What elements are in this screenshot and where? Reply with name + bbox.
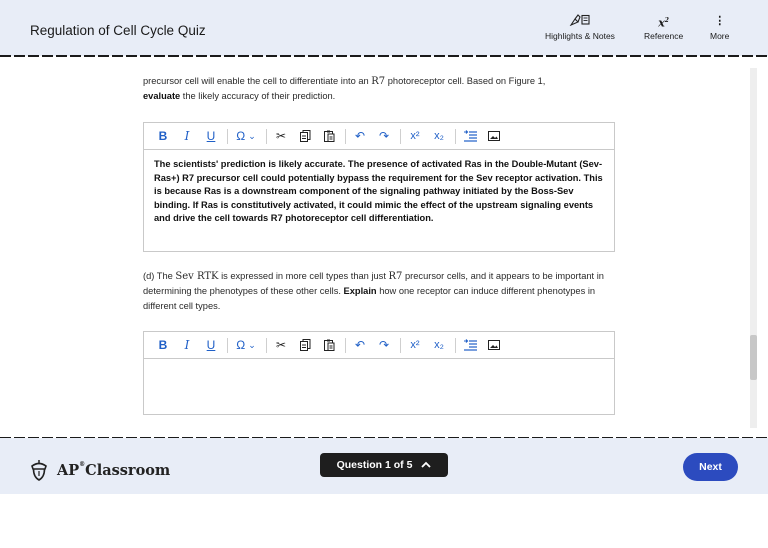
keyword-explain: Explain [343,286,377,296]
paste-button[interactable] [318,335,340,355]
indent-button[interactable] [459,126,481,146]
toolbar-separator [227,129,228,144]
redo-button[interactable] [373,126,395,146]
image-icon [488,131,500,141]
toolbar-separator [345,129,346,144]
next-button[interactable]: Next [683,453,738,481]
scissors-icon: ✂ [275,338,287,352]
toolbar-separator [266,338,267,353]
reference-button[interactable] [644,14,683,41]
bottom-bar [0,438,768,494]
acorn-icon [30,459,48,481]
highlights-notes-button[interactable] [545,14,615,41]
toolbar-separator [455,129,456,144]
italic-button[interactable]: I [184,338,190,352]
answer-d-input[interactable] [144,359,614,414]
answer-c-text[interactable]: The scientists' prediction is likely accurate. The presence of activated Ras in the Double-Mutant (Sev- Ras+) R7 precursor cell could potentially bypass the requirement for the Sev receptor activation. This is because Ras is a downstream component of the signaling pathway initiated by the Boss-Sev binding. If Ras is constitutively activated, it could mimic the effect of the upstream signaling events and drive the cell towards R7 photoreceptor cell differentiation. [154,159,603,224]
more-label: More [710,31,730,41]
bold-button[interactable]: B [158,129,168,143]
indent-button[interactable] [459,335,481,355]
redo-button[interactable] [373,335,395,355]
more-vertical-icon: ⋮ [714,15,726,27]
editor-toolbar [144,123,614,150]
cut-button[interactable] [270,335,292,355]
editor-toolbar [144,332,614,359]
highlights-notes-label: Highlights & Notes [545,31,615,41]
copy-icon [300,130,311,142]
indent-icon [464,130,477,142]
answer-editor-c [143,122,615,252]
cut-button[interactable] [270,126,292,146]
question-c-text: precursor cell will enable the cell to differentiate into an R7 photoreceptor cell. Based on Figure 1, evaluate the likely accuracy of their prediction. [143,76,546,101]
image-icon [488,340,500,350]
toolbar-separator [400,338,401,353]
question-d-text: (d) The Sev RTK is expressed in more cell types than just R7 precursor cells, and it appears to be important in determining the phenotypes of these other cells. Explain how one receptor can induce different phenotypes in different cell types. [143,271,604,311]
question-navigator-button[interactable] [320,453,448,477]
highlighter-icon [545,14,615,28]
ap-classroom-logo: AP®Classroom [30,459,170,481]
top-bar [0,0,768,56]
copy-button[interactable] [294,126,316,146]
superscript-button[interactable]: x² [410,339,420,351]
redo-icon: ↷ [378,129,390,143]
special-char-button[interactable]: Ω ⌄ [236,338,256,352]
undo-button[interactable] [349,335,371,355]
keyword-evaluate: evaluate [143,91,181,101]
copy-icon [300,339,311,351]
more-button[interactable] [710,14,729,41]
image-button[interactable] [483,335,505,355]
superscript-button[interactable]: x² [410,130,420,142]
bold-button[interactable]: B [158,338,168,352]
italic-button[interactable]: I [184,129,190,143]
reference-label: Reference [644,31,684,41]
toolbar-separator [345,338,346,353]
chevron-up-icon [421,460,431,471]
redo-icon: ↷ [378,338,390,352]
undo-icon: ↶ [354,129,366,143]
toolbar-separator [227,338,228,353]
question-counter: Question 1 of 5 [336,459,413,471]
paste-button[interactable] [318,126,340,146]
indent-icon [464,339,477,351]
paste-icon [324,130,335,142]
underline-button[interactable]: U [206,338,216,352]
toolbar-separator [455,338,456,353]
toolbar-separator [266,129,267,144]
scrollbar-thumb[interactable] [750,335,757,380]
formula-icon: $x^2$ [658,16,669,30]
chevron-down-icon: ⌄ [248,339,256,350]
paste-icon [324,339,335,351]
toolbar-separator [400,129,401,144]
undo-icon: ↶ [354,338,366,352]
header-divider [0,55,768,57]
image-button[interactable] [483,126,505,146]
copy-button[interactable] [294,335,316,355]
scissors-icon: ✂ [275,129,287,143]
special-char-button[interactable]: Ω ⌄ [236,129,256,143]
underline-button[interactable]: U [206,129,216,143]
undo-button[interactable] [349,126,371,146]
page-title: Regulation of Cell Cycle Quiz [30,23,206,38]
answer-editor-d [143,331,615,415]
chevron-down-icon: ⌄ [248,130,256,141]
subscript-button[interactable]: x₂ [434,130,444,142]
subscript-button[interactable]: x₂ [434,339,444,351]
